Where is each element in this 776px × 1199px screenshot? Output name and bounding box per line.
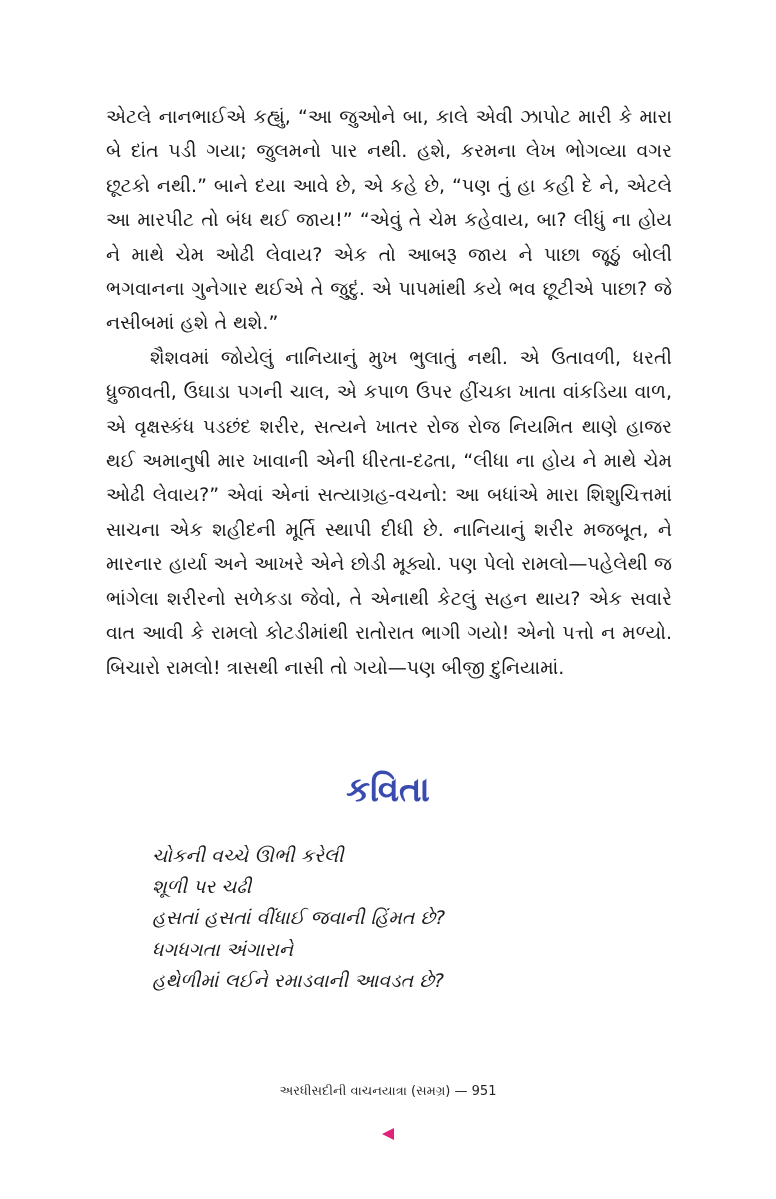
footer-page-number: 951 — [471, 1084, 497, 1099]
poem-line: શૂળી પર ચઢી — [152, 876, 252, 899]
prose-body — [106, 100, 672, 685]
footer-book-title: અરધીસદીની વાચનયાત્રા (સમગ્ર) — [279, 1084, 451, 1099]
poem — [152, 841, 712, 997]
poem-line: ધગધગતા અંગારાને — [152, 938, 294, 961]
paragraph: શૈશવમાં જોયેલું નાનિયાનું મુખ ભુલાતું નથી. એ ઉતાવળી, ધરતી ધ્રુજાવતી, ઉઘાડા પગની ચાલ, એ કપાળ ઉપર હીંચકા ખાતા વાંકડિયા વાળ, એ વૃક્ષસ્કંધ પડછંદ શરીર, સત્યને ખાતર રોજ રોજ નિયમિત થાણે હાજર થઈ અમાનુષી માર ખાવાની એની ધીરતા-દઢતા, “લીધા ના હોય ને માથે ચેમ ઓઢી લેવાય?” એવાં એનાં સત્યાગ્રહ-વચનો: આ બધાંએ મારા શિશુચિત્તમાં સાચના એક શહીદની મૂર્તિ સ્થાપી દીધી છે. નાનિયાનું શરીર મજબૂત, ને મારનાર હાર્યા અને આખરે એને છોડી મૂક્યો. પણ પેલો રામલો—પહેલેથી જ ભાંગેલા શરીરનો સળેકડા જેવો, તે એનાથી કેટલું સહન થાય? એક સવારે વાત આવી કે રામલો કોટડીમાંથી રાતોરાત ભાગી ગયો! એનો પત્તો ન મળ્યો. બિચારો રામલો! ત્રાસથી નાસી તો ગયો—પણ બીજી દુનિયામાં. — [106, 346, 672, 679]
poem-line: ચોકની વચ્ચે ઊભી કરેલી — [152, 845, 344, 867]
paragraph: એટલે નાનભાઈએ કહ્યું, “આ જુઓને બા, કાલે એવી ઝાપોટ મારી કે મારા બે દાંત પડી ગયા; જુલમનો પાર નથી. હશે, કરમના લેખ ભોગવ્યા વગર છૂટકો નથી.” બાને દયા આવે છે, એ કહે છે, “પણ તું હા કહી દે ને, એટલે આ મારપીટ તો બંધ થઈ જાય!” “એવું તે ચેમ કહેવાય, બા? લીધું ના હોય ને માથે ચેમ ઓઢી લેવાય? એક તો આબરૂ જાય ને પાછા જૂઠું બોલી ભગવાનના ગુનેગાર થઈએ તે જુદું. એ પાપમાંથી કયે ભવ છૂટીએ પાછા? જે નસીબમાં હશે તે થશે.” — [106, 106, 672, 335]
poem-line: હસતાં હસતાં વીંધાઈ જવાની હિંમત છે? — [152, 907, 446, 930]
footer-separator: — — [454, 1084, 468, 1099]
poem-line: હથેળીમાં લઈને રમાડવાની આવડત છે? — [152, 969, 444, 992]
section-heading: કવિતા — [346, 770, 430, 810]
previous-page-icon[interactable] — [382, 1128, 394, 1140]
page-footer — [0, 1084, 776, 1099]
